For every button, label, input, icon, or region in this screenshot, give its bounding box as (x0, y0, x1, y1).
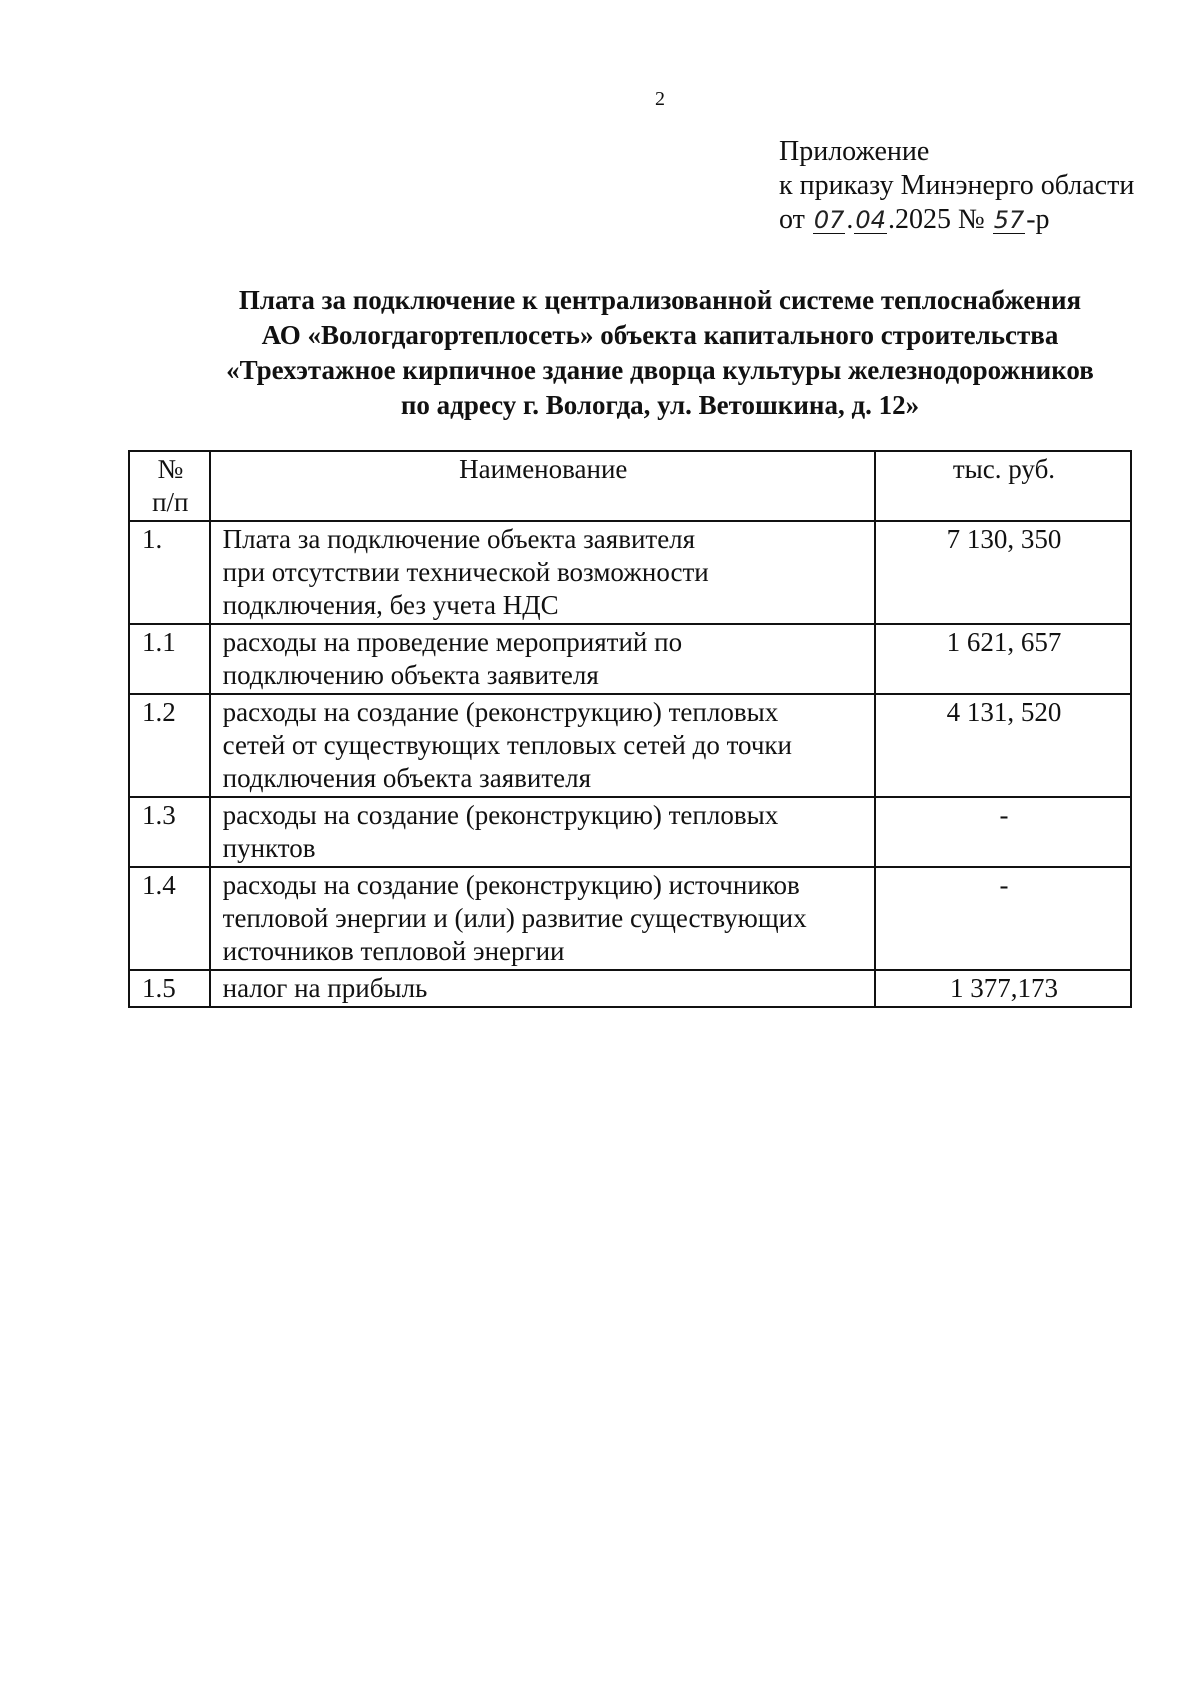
header-num (129, 451, 210, 521)
row-name (210, 797, 875, 867)
row-number: 1. (129, 521, 210, 624)
row-value: 1 621, 657 (875, 624, 1131, 694)
row-value: - (875, 797, 1131, 867)
row-name (210, 694, 875, 797)
row-name (210, 521, 875, 624)
row-name-line: расходы на создание (реконструкцию) тепловых (222, 697, 779, 727)
row-name-line: расходы на создание (реконструкцию) источников (222, 870, 800, 900)
table-header-row (129, 451, 1131, 521)
document-title (130, 283, 1190, 423)
row-name-line: подключению объекта заявителя (222, 660, 599, 690)
row-name-line: налог на прибыль (222, 973, 428, 1003)
row-value: - (875, 867, 1131, 970)
fees-table (128, 450, 1132, 1008)
row-name-line: Плата за подключение объекта заявителя (222, 524, 696, 554)
row-name (210, 624, 875, 694)
handwritten-month: 04 (855, 206, 886, 234)
row-value: 4 131, 520 (875, 694, 1131, 797)
header-name: Наименование (210, 451, 875, 521)
appendix-label: Приложение (779, 136, 930, 167)
row-value: 7 130, 350 (875, 521, 1131, 624)
header-num-line-1: № (157, 454, 184, 484)
table-row (129, 694, 1131, 797)
appendix-order-ref: к приказу Минэнерго области (779, 170, 1135, 201)
row-number: 1.4 (129, 867, 210, 970)
row-name (210, 867, 875, 970)
table-row (129, 970, 1131, 1007)
table-row (129, 624, 1131, 694)
row-name-line: подключения, без учета НДС (222, 590, 559, 620)
header-num-line-2: п/п (152, 487, 189, 517)
row-number: 1.2 (129, 694, 210, 797)
title-line-4: по адресу г. Вологда, ул. Ветошкина, д. 12» (400, 390, 920, 420)
row-number: 1.3 (129, 797, 210, 867)
appendix-date-line: от 07.04.2025 № 57-р (779, 204, 1050, 235)
table-row (129, 797, 1131, 867)
header-value: тыс. руб. (875, 451, 1131, 521)
row-number: 1.1 (129, 624, 210, 694)
title-line-1: Плата за подключение к централизованной системе теплоснабжения (238, 285, 1082, 315)
row-name-line: подключения объекта заявителя (222, 763, 591, 793)
row-name-line: тепловой энергии и (или) развитие существующих (222, 903, 807, 933)
title-line-2: АО «Вологдагортеплосеть» объекта капитального строительства (261, 320, 1059, 350)
appendix-header (779, 135, 1134, 237)
title-line-3: «Трехэтажное кирпичное здание дворца культуры железнодорожников (226, 355, 1094, 385)
row-number: 1.5 (129, 970, 210, 1007)
table-row (129, 867, 1131, 970)
handwritten-order-number: 57 (993, 206, 1025, 234)
row-name-line: при отсутствии технической возможности (222, 557, 709, 587)
page-number: 2 (655, 88, 665, 110)
row-name-line: расходы на создание (реконструкцию) тепловых (222, 800, 779, 830)
row-name-line: пунктов (222, 833, 316, 863)
row-name-line: расходы на проведение мероприятий по (222, 627, 683, 657)
row-name-line: сетей от существующих тепловых сетей до точки (222, 730, 792, 760)
order-suffix: -р (1026, 204, 1050, 235)
table-row (129, 521, 1131, 624)
row-value: 1 377,173 (875, 970, 1131, 1007)
row-name-line: источников тепловой энергии (222, 936, 565, 966)
row-name (210, 970, 875, 1007)
handwritten-day: 07 (813, 206, 845, 234)
date-year: .2025 № (887, 204, 985, 235)
date-prefix: от (779, 204, 805, 235)
